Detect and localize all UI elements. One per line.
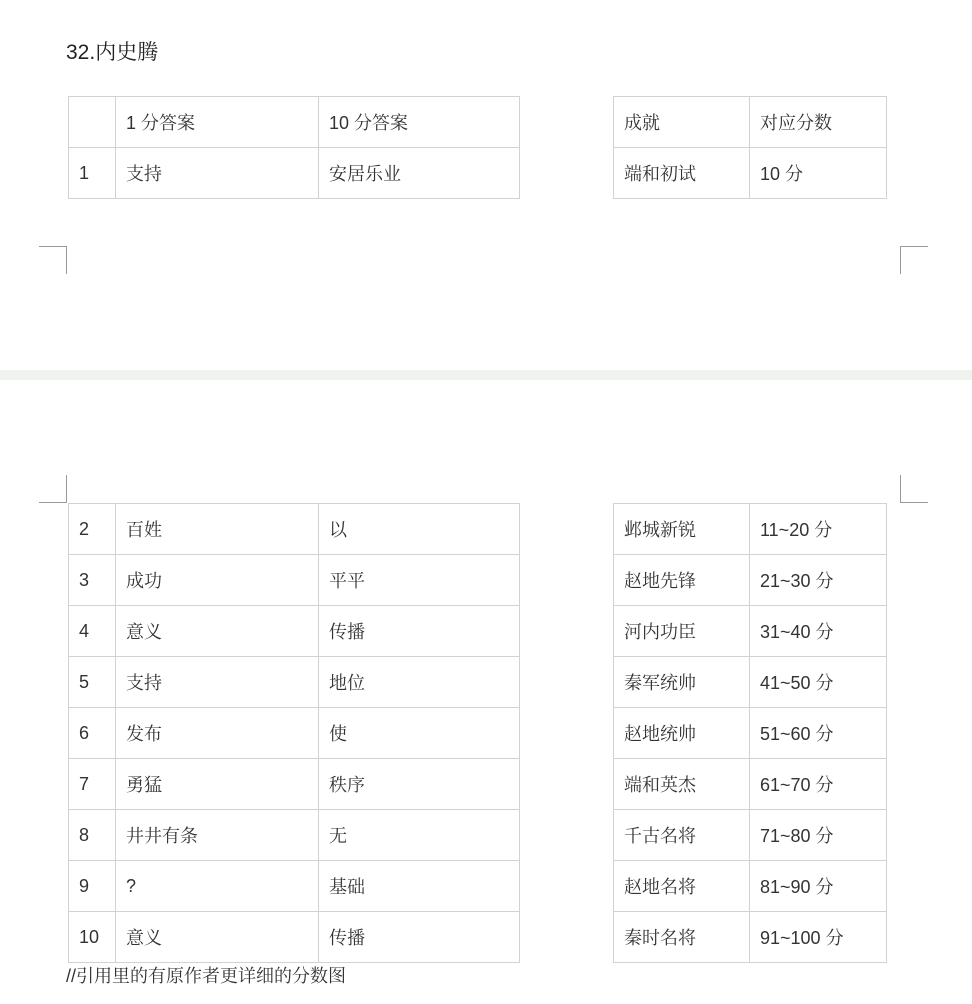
crop-mark	[39, 475, 67, 503]
table-row	[614, 759, 887, 810]
achievement-score: 61~70 分	[750, 759, 887, 810]
one-point-answer: ?	[116, 861, 319, 912]
one-point-answer: 勇猛	[116, 759, 319, 810]
answers-table-page2	[68, 503, 520, 963]
row-num: 6	[69, 708, 116, 759]
row-num: 10	[69, 912, 116, 963]
table-header-row	[69, 97, 520, 148]
ten-point-answer: 无	[319, 810, 520, 861]
achievement-title: 端和英杰	[614, 759, 750, 810]
footnote-text: //引用里的有原作者更详细的分数图	[66, 966, 347, 986]
row-num: 4	[69, 606, 116, 657]
row-num: 5	[69, 657, 116, 708]
header-one-point: 1 分答案	[116, 97, 319, 148]
achievement-score: 11~20 分	[750, 504, 887, 555]
table-row	[614, 912, 887, 963]
achievement-title: 邺城新锐	[614, 504, 750, 555]
row-num: 9	[69, 861, 116, 912]
table-header-row	[614, 97, 887, 148]
achievement-title: 千古名将	[614, 810, 750, 861]
table-row	[614, 504, 887, 555]
answers-table-page1	[68, 96, 520, 199]
table-row	[69, 606, 520, 657]
table-row	[614, 708, 887, 759]
ten-point-answer: 基础	[319, 861, 520, 912]
one-point-answer: 意义	[116, 912, 319, 963]
header-achievement: 成就	[614, 97, 750, 148]
one-point-answer: 发布	[116, 708, 319, 759]
table-row	[614, 657, 887, 708]
ten-point-answer: 传播	[319, 606, 520, 657]
crop-mark	[900, 246, 928, 274]
table-row	[69, 861, 520, 912]
row-num: 1	[69, 148, 116, 199]
page-break-gap	[0, 370, 972, 380]
table-row	[614, 148, 887, 199]
ten-point-answer: 传播	[319, 912, 520, 963]
one-point-answer: 百姓	[116, 504, 319, 555]
ten-point-answer: 安居乐业	[319, 148, 520, 199]
header-score: 对应分数	[750, 97, 887, 148]
row-num: 7	[69, 759, 116, 810]
crop-mark	[39, 246, 67, 274]
row-num: 2	[69, 504, 116, 555]
achievement-title: 河内功臣	[614, 606, 750, 657]
ten-point-answer: 平平	[319, 555, 520, 606]
one-point-answer: 意义	[116, 606, 319, 657]
table-row	[69, 555, 520, 606]
table-row	[614, 606, 887, 657]
achievement-title: 赵地先锋	[614, 555, 750, 606]
table-row	[69, 148, 520, 199]
table-row	[614, 810, 887, 861]
table-row	[69, 708, 520, 759]
achievement-score: 21~30 分	[750, 555, 887, 606]
achievement-score: 71~80 分	[750, 810, 887, 861]
ten-point-answer: 地位	[319, 657, 520, 708]
achievement-title: 赵地统帅	[614, 708, 750, 759]
ten-point-answer: 秩序	[319, 759, 520, 810]
achievement-title: 秦时名将	[614, 912, 750, 963]
header-num	[69, 97, 116, 148]
ten-point-answer: 以	[319, 504, 520, 555]
achievements-table-page2	[613, 503, 887, 963]
achievement-title: 端和初试	[614, 148, 750, 199]
table-row	[69, 912, 520, 963]
table-row	[614, 861, 887, 912]
achievement-score: 91~100 分	[750, 912, 887, 963]
one-point-answer: 支持	[116, 148, 319, 199]
achievement-score: 41~50 分	[750, 657, 887, 708]
table-row	[69, 759, 520, 810]
achievement-score: 81~90 分	[750, 861, 887, 912]
one-point-answer: 支持	[116, 657, 319, 708]
crop-mark	[900, 475, 928, 503]
ten-point-answer: 使	[319, 708, 520, 759]
table-row	[614, 555, 887, 606]
table-row	[69, 657, 520, 708]
achievement-title: 秦军统帅	[614, 657, 750, 708]
one-point-answer: 井井有条	[116, 810, 319, 861]
table-row	[69, 810, 520, 861]
achievement-title: 赵地名将	[614, 861, 750, 912]
achievement-score: 51~60 分	[750, 708, 887, 759]
achievement-score: 10 分	[750, 148, 887, 199]
one-point-answer: 成功	[116, 555, 319, 606]
achievements-table-page1	[613, 96, 887, 199]
section-heading: 32.内史腾	[66, 41, 159, 64]
header-ten-point: 10 分答案	[319, 97, 520, 148]
achievement-score: 31~40 分	[750, 606, 887, 657]
row-num: 3	[69, 555, 116, 606]
row-num: 8	[69, 810, 116, 861]
table-row	[69, 504, 520, 555]
